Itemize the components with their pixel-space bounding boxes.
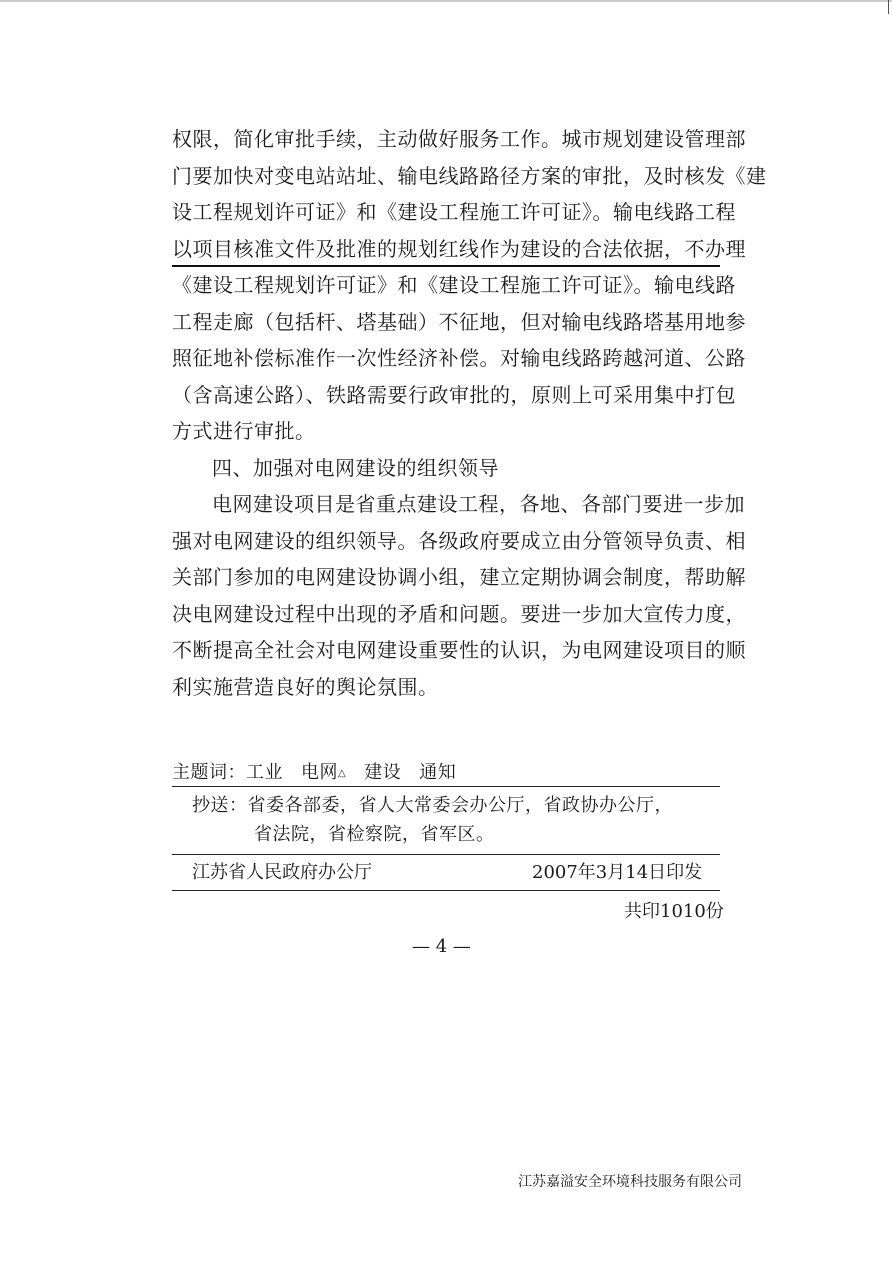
body-line: 以项目核准文件及批准的规划红线作为建设的合法依据，不办理 <box>172 236 746 261</box>
issuing-office: 江苏省人民政府办公厅 <box>192 862 372 883</box>
page-number: — 4 — <box>412 936 471 957</box>
section-line: 强对电网建设的组织领导。各级政府要成立由分管领导负责、相 <box>172 528 746 553</box>
cc-block <box>192 791 673 849</box>
footer-rule <box>172 854 720 855</box>
cc-line: 省法院，省检察院，省军区。 <box>254 824 495 845</box>
page-top-border <box>0 0 892 2</box>
keywords-label: 主题词： <box>172 762 246 783</box>
body-line: 权限，简化审批手续，主动做好服务工作。城市规划建设管理部 <box>172 127 746 151</box>
section-line: 不断提高全社会对电网建设重要性的认识，为电网建设项目的顺 <box>172 638 746 662</box>
footer-rule <box>172 890 720 891</box>
keyword: 建设 <box>364 762 402 783</box>
body-line: 工程走廊（包括杆、塔基础）不征地，但对输电线路塔基用地参 <box>172 309 746 334</box>
keyword-mark: △ <box>338 768 347 779</box>
section-line: 电网建设项目是省重点建设工程，各地、各部门要进一步加 <box>212 492 745 516</box>
page-edge-mark <box>888 0 889 14</box>
section-heading-text: 四、加强对电网建设的组织领导 <box>212 456 499 480</box>
underline-mark <box>172 265 720 267</box>
body-line: （含高速公路）、铁路需要行政审批的，原则上可采用集中打包 <box>172 382 736 407</box>
body-line: 方式进行审批。 <box>172 419 316 443</box>
section-line: 决电网建设过程中出现的矛盾和问题。要进一步加大宣传力度， <box>172 601 746 626</box>
section-paragraph <box>172 486 746 705</box>
section-line: 利实施营造良好的舆论氛围。 <box>172 674 439 699</box>
body-line: 设工程规划许可证》和《建设工程施工许可证》。输电线路工程 <box>172 200 736 224</box>
section-heading <box>172 450 720 487</box>
keyword: 通知 <box>419 762 457 783</box>
cc-line: 省委各部委，省人大常委会办公厅，省政协办公厅， <box>247 795 673 816</box>
issue-date: 2007年3月14日印发 <box>532 862 703 883</box>
footer-rule <box>172 786 720 787</box>
keyword: 电网 <box>301 762 338 783</box>
body-paragraph <box>172 121 767 450</box>
keywords-row <box>172 758 456 784</box>
print-copies: 共印1010份 <box>624 901 724 922</box>
section-line: 关部门参加的电网建设协调小组，建立定期协调会制度，帮助解 <box>172 565 746 589</box>
body-line: 《建设工程规划许可证》和《建设工程施工许可证》。输电线路 <box>172 273 736 297</box>
company-watermark: 江苏嘉溢安全环境科技服务有限公司 <box>518 1174 742 1190</box>
cc-label: 抄送： <box>192 795 248 816</box>
body-line: 门要加快对变电站站址、输电线路路径方案的审批，及时核发《建 <box>172 163 767 188</box>
body-line: 照征地补偿标准作一次性经济补偿。对输电线路跨越河道、公路 <box>172 346 746 370</box>
keyword: 工业 <box>246 762 283 783</box>
